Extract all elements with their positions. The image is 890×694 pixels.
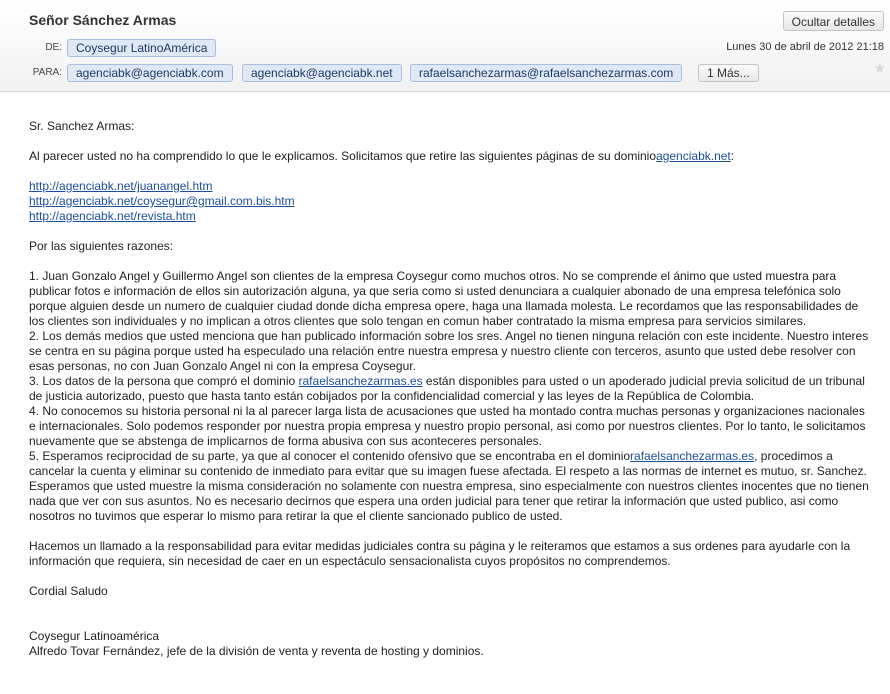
hide-details-button[interactable]: Ocultar detalles [783, 11, 884, 31]
reasons-intro: Por las siguientes razones: [29, 239, 174, 253]
intro-paragraph: Al parecer usted no ha comprendido lo que le explicamos. Solicitamos que retire las siguientes páginas de su dominioagenciabk.net: [29, 149, 735, 163]
reason-3-link[interactable]: rafaelsanchezarmas.es [298, 374, 423, 388]
message-header [0, 0, 890, 92]
from-contact-chip[interactable]: Coysegur LatinoAmérica [67, 39, 216, 57]
page-link-2[interactable]: http://agenciabk.net/coysegur@gmail.com.bis.htm [29, 194, 295, 208]
message-subject: Señor Sánchez Armas [29, 12, 177, 28]
reason-5: 5. Esperamos reciprocidad de su parte, ya que al conocer el contenido ofensivo que se encontraba en el dominiorafaelsanchezarmas.es, procedimos a cancelar la cuenta y eliminar su contenido de inmediato para evitar que su imagen fuese afectada. El respeto a las normas de internet es mutuo, sr. Sanchez. Esperamos que usted muestre la misma consideración no solamente con nuestra empresa, sino especialmente con nuestros clientes inocentes que no tienen nada que ver con sus asuntos. No es necesario decirnos que espera una orden judicial para tener que retirar la información que usted publico, asi como nosotros no tuvimos que esperar lo mismo para retirar la que el cliente sancionado publico de usted. [29, 449, 869, 523]
to-contact-chip-2[interactable]: agenciabk@agenciabk.net [242, 64, 402, 82]
message-body [29, 119, 874, 659]
from-label: DE: [45, 42, 62, 53]
reason-4: 4. No conocemos su historia personal ni la al parecer larga lista de acusaciones que usted ha montado contra muchas personas y organizaciones nacionales e internacionales. Solo podemos responder por nuestra propia empresa y nuestro propio personal, asi como por nuestros clientes. Por lo tanto, le solicitamos nuevamente que se abstenga de implicarnos de forma abusiva con sus aconteceres personales. [29, 404, 866, 448]
message-date: Lunes 30 de abril de 2012 21:18 [726, 41, 884, 53]
star-icon[interactable]: ★ [873, 60, 886, 76]
reason-1: 1. Juan Gonzalo Angel y Guillermo Angel son clientes de la empresa Coysegur como muchos otros. No se comprende el ánimo que usted muestra para publicar fotos e información de ellos sin autorización alguna, ya que seria como si usted denunciara a cualquier abonado de una empresa telefónica solo porque alguien desde un numero de cualquier ciudad donde dicha empresa opere, haga una llamada molesta. Le recordamos que las responsabilidades de los clientes son individuales y no implican a otros clientes que solo tengan en comun haber contratado la misma empresa para servicios similares. [29, 269, 859, 328]
greeting: Sr. Sanchez Armas: [29, 119, 135, 133]
to-contact-chip-3[interactable]: rafaelsanchezarmas@rafaelsanchezarmas.com [410, 64, 682, 82]
signature-company: Coysegur Latinoamérica [29, 629, 160, 643]
reason-5-link[interactable]: rafaelsanchezarmas.es [630, 449, 755, 463]
reason-2: 2. Los demás medios que usted menciona que han publicado información sobre los sres. Angel no tienen ninguna relación con este incidente. Nuestro interes se centra en su página porque usted ha especulado una relación entre nuestra empresa y nuestro cliente con terceros, asunto que usted debe resolver con esas personas, no con Juan Gonzalo Angel ni con la empresa Coysegur. [29, 329, 869, 373]
closing-paragraph: Hacemos un llamado a la responsabilidad para evitar medidas judiciales contra su página y le reiteramos que estamos a sus ordenes para ayudarle con la información que requiera, sin necesidad de caer en un espectáculo sensacionalista cuyos propósitos no comprendemos. [29, 539, 851, 568]
to-label: PARA: [32, 67, 62, 78]
signature-person: Alfredo Tovar Fernández, jefe de la división de venta y reventa de hosting y dominios. [29, 644, 484, 658]
more-recipients-button[interactable]: 1 Más... [698, 64, 759, 82]
page-link-3[interactable]: http://agenciabk.net/revista.htm [29, 209, 196, 223]
domain-link[interactable]: agenciabk.net [656, 149, 731, 163]
page-link-1[interactable]: http://agenciabk.net/juanangel.htm [29, 179, 213, 193]
regards: Cordial Saludo [29, 584, 108, 598]
to-contact-chip-1[interactable]: agenciabk@agenciabk.com [67, 64, 233, 82]
reason-3: 3. Los datos de la persona que compró el dominio rafaelsanchezarmas.es están disponibles para usted o un apoderado judicial previa solicitud de un tribunal de justicia autorizado, puesto que hasta tanto están cobijados por la confidencialidad comercial y las leyes de la República de Colombia. [29, 374, 865, 403]
